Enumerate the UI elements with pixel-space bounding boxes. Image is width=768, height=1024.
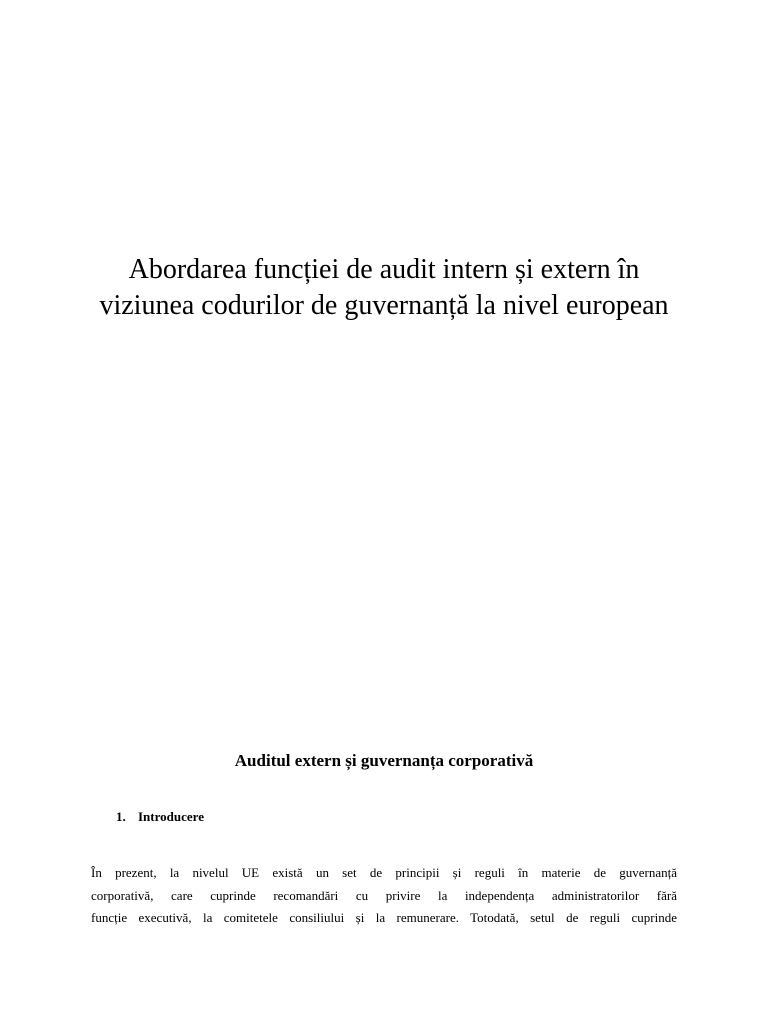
paragraph-line-1: În prezent, la nivelul UE există un set de principii și reguli în materie de guvernanță: [91, 865, 677, 880]
document-title-line-2: viziunea codurilor de guvernanță la nivel european: [99, 290, 669, 321]
paragraph-line-2: corporativă, care cuprinde recomandări cu privire la independența administratorilor fără: [91, 887, 677, 903]
subsection-heading: [116, 808, 204, 826]
subsection-number: 1.: [116, 809, 126, 824]
paragraph-line-3: funcție executivă, la comitetele consiliului și la remunerare. Totodată, setul de reguli cuprinde: [91, 910, 677, 925]
document-title-line-1: Abordarea funcției de audit intern și extern în: [128, 254, 640, 285]
subsection-label: Introducere: [138, 809, 204, 824]
section-heading: Auditul extern și guvernanța corporativă: [234, 751, 534, 770]
body-paragraph: [91, 862, 677, 930]
document-title: [60, 252, 708, 324]
